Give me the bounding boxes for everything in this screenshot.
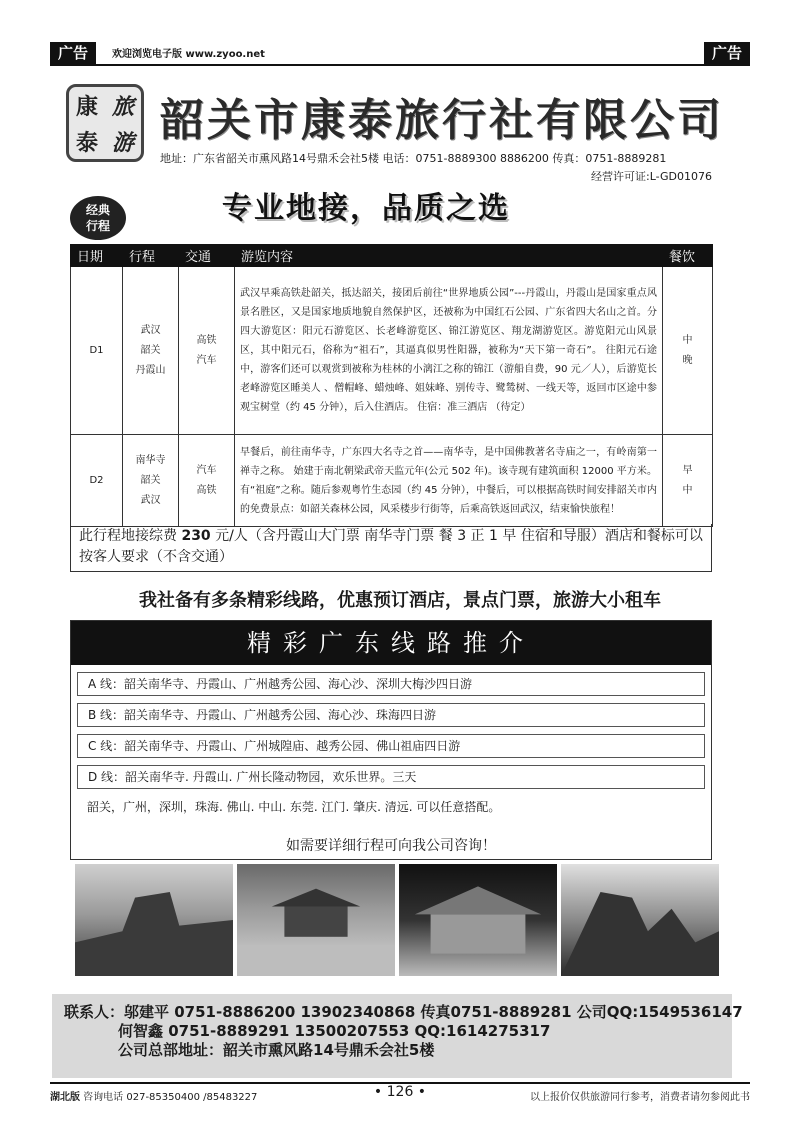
hotline-text: 咨询电话 027-85350400 /85483227: [80, 1092, 258, 1103]
header-route: 行程: [123, 245, 179, 267]
transport-mode: 高铁: [196, 334, 217, 346]
routes-title: 精彩广东线路推介: [71, 621, 711, 665]
badge-line: 经典: [85, 203, 110, 217]
ad-tag-right: 广告: [704, 42, 750, 64]
company-logo: [66, 84, 144, 162]
danxia-rock-photo: [75, 864, 233, 976]
header-content: 游览内容: [235, 245, 663, 267]
route-line: B 线：韶关南华寺、丹霞山、广州越秀公园、海心沙、珠海四日游: [77, 703, 705, 727]
price-rest: 元/人（含丹霞山大门票 南华寺门票 餐 3 正 1 早 住宿和导服）酒店和餐标可以按客人要求（不含交通）: [79, 528, 703, 565]
logo-char: 游: [111, 129, 134, 156]
license-number: 经营许可证:L-GD01076: [591, 170, 712, 183]
badge-line: 行程: [85, 219, 110, 233]
route-stop: 韶关: [140, 474, 161, 486]
route-stop: 武汉: [140, 494, 161, 506]
logo-char: 康: [75, 93, 98, 120]
route-line: C 线：韶关南华寺、丹霞山、广州城隍庙、越秀公园、佛山祖庙四日游: [77, 734, 705, 758]
contact-panel: [52, 994, 743, 1078]
temple-gate-photo: [237, 864, 395, 976]
header-meals: 餐饮: [663, 245, 713, 267]
contact-line: 何智鑫 0751-8889291 13500207553 QQ:1614275317: [118, 1022, 551, 1040]
meals-cell: [663, 435, 713, 527]
page-number: • 126 •: [373, 1084, 427, 1100]
routes-box: [70, 620, 712, 860]
transport-cell: [179, 435, 235, 527]
route-stop: 韶关: [140, 344, 161, 356]
night-temple-photo: [399, 864, 557, 976]
transport-cell: [179, 267, 235, 435]
rock-silhouette: [75, 864, 233, 976]
content-cell: 早餐后，前往南华寺，广东四大名寺之首——南华寺，是中国佛教著名寺庙之一，有岭南第一禅寺之称。 始建于南北朝梁武帝天监元年(公元 502 年)。该寺现有建筑面积 12000 平方米。有“祖庭”之称。随后参观粤竹生态园（约 45 分钟），中餐后，可以根据高铁时间安排韶关市内的免费景点：如韶关森林公园，风采楼步行街等，后乘高铁返回武汉，结束愉快旅程！: [235, 435, 663, 527]
route-line: A 线：韶关南华寺、丹霞山、广州越秀公园、海心沙、深圳大梅沙四日游: [77, 672, 705, 696]
transport-mode: 汽车: [196, 464, 217, 476]
price-note: [70, 524, 712, 572]
meal: 中: [682, 334, 693, 346]
transport-mode: 高铁: [196, 484, 217, 496]
route-line: D 线：韶关南华寺. 丹霞山. 广州长隆动物园，欢乐世界。三天: [77, 765, 705, 789]
company-name: 韶关市康泰旅行社有限公司: [160, 95, 724, 146]
route-line: 韶关，广州，深圳，珠海. 佛山. 中山. 东莞. 江门. 肇庆. 清远. 可以任意搭配。: [87, 800, 501, 814]
slogan: 专业地接，品质之选: [222, 191, 510, 226]
meal: 晚: [682, 354, 693, 366]
logo-char: 旅: [111, 93, 134, 120]
day-cell: D1: [71, 267, 123, 435]
meal: 中: [682, 484, 693, 496]
route-cell: [123, 267, 179, 435]
edition-label: 湖北版: [50, 1092, 80, 1103]
itinerary-table: [70, 244, 713, 527]
temple-silhouette: [237, 864, 395, 976]
ad-tag-left: 广告: [50, 42, 96, 64]
classic-itinerary-badge: [70, 196, 126, 240]
logo-char: 泰: [75, 129, 98, 156]
header-date: 日期: [71, 245, 123, 267]
table-row: [71, 267, 713, 435]
footer-disclaimer: 以上报价仅供旅游同行参考，消费者请勿参阅此书: [530, 1092, 750, 1103]
address-line: 地址：广东省韶关市熏风路14号鼎禾会社5楼 电话：0751-8889300 8886200 传真：0751-8889281: [160, 152, 667, 165]
content-cell: 武汉早乘高铁赴韶关，抵达韶关，接团后前往“世界地质公园”---丹霞山，丹霞山是国家重点风景名胜区，又是国家地质地貌自然保护区，还被称为中国红石公园、广东省四大名山之首。分四大游览区：阳元石游览区、长老峰游览区、锦江游览区、翔龙湖游览区。游览阳元山风景区，其中阳元石，俗称为“祖石”，其逼真似男性阳器，被称为“天下第一奇石”。 往阳元石途中，游客们还可以观赏到被称为桂林的小漓江之称的锦江（游船自费，90 元／人），后游览长老峰游览区睡美人 、僧帽峰、蜡烛峰、姐妹峰、别传寺、鹭鸶树、一线天等，返回市区途中参观宝树堂（约 45 分钟），后入住酒店。 住宿：准三酒店 （待定）: [235, 267, 663, 435]
contact-address: 公司总部地址：韶关市熏风路14号鼎禾会社5楼: [118, 1041, 435, 1059]
price-prefix: 此行程地接综费: [79, 528, 182, 544]
day-cell: D2: [71, 435, 123, 527]
route-cell: [123, 435, 179, 527]
header-transport: 交通: [179, 245, 235, 267]
route-stop: 丹霞山: [135, 364, 166, 376]
mountain-photo: [561, 864, 719, 976]
transport-mode: 汽车: [196, 354, 217, 366]
meals-cell: [663, 267, 713, 435]
services-banner: 我社备有多条精彩线路，优惠预订酒店，景点门票，旅游大小租车: [139, 590, 661, 611]
table-header-row: [71, 245, 713, 267]
price-value: 230: [181, 528, 211, 544]
site-url[interactable]: 欢迎浏览电子版 www.zyoo.net: [112, 49, 265, 60]
meal: 早: [682, 464, 693, 476]
route-stop: 南华寺: [135, 454, 166, 466]
top-divider: [50, 64, 750, 66]
route-stop: 武汉: [140, 324, 161, 336]
table-row: [71, 435, 713, 527]
contact-line: 联系人：邬建平 0751-8886200 13902340868 传真0751-8889281 公司QQ:1549536147: [64, 1003, 743, 1021]
consult-note: 如需要详细行程可向我公司咨询！: [286, 838, 496, 854]
peak-silhouette: [561, 864, 719, 976]
photo-strip: [75, 864, 719, 976]
lit-hall-silhouette: [399, 864, 557, 976]
